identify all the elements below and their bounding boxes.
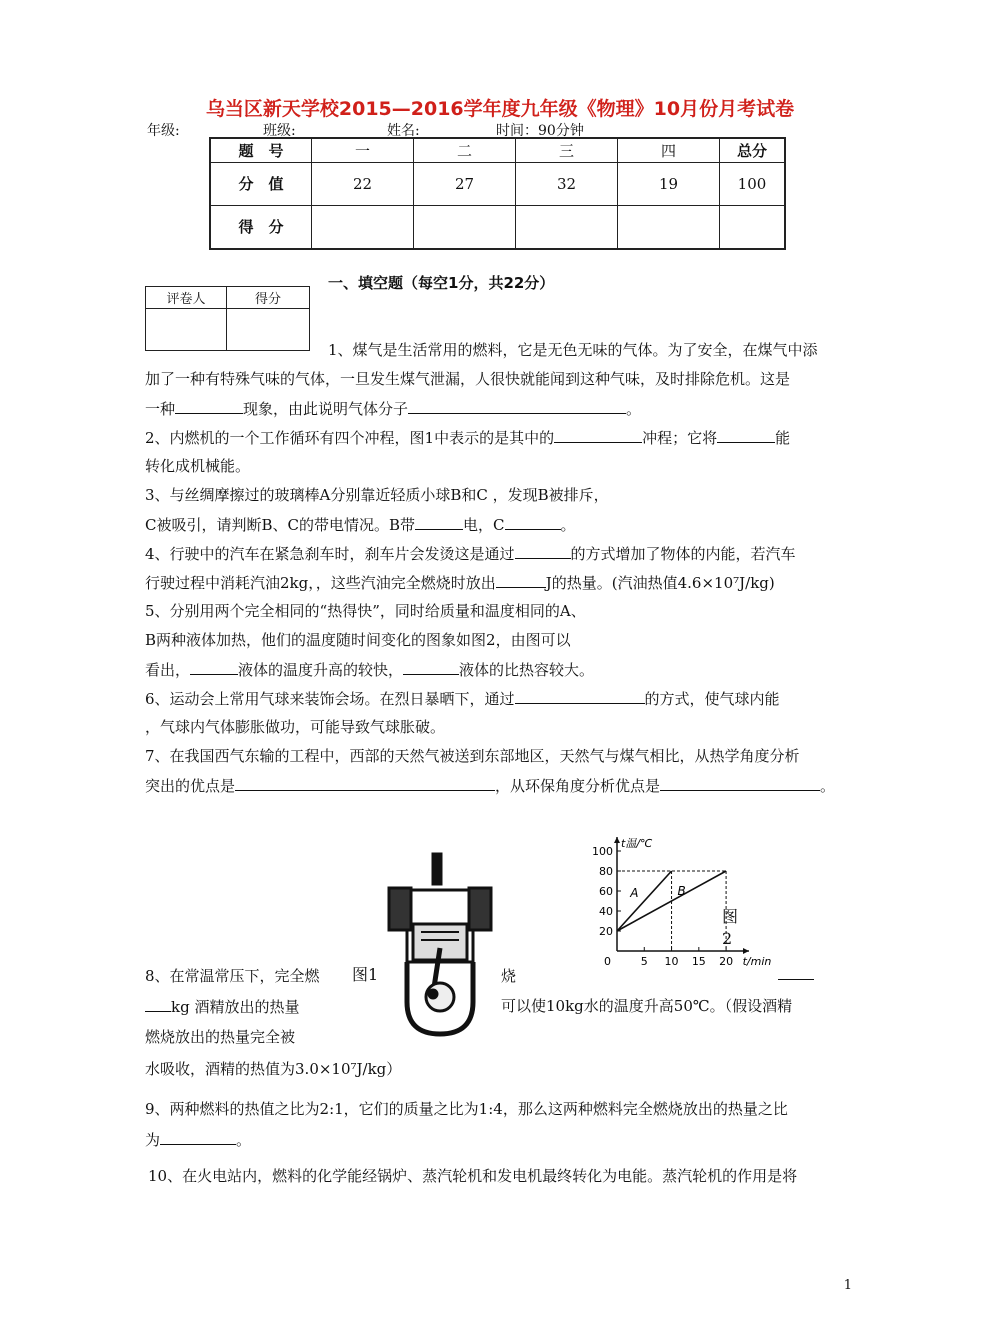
value-cell: 22 xyxy=(312,162,414,205)
answer-blank[interactable] xyxy=(235,775,495,791)
x-tick-label: 10 xyxy=(664,955,679,968)
header-cell: 二 xyxy=(414,138,516,162)
name-label: 姓名: xyxy=(387,123,420,139)
score-table-header-row xyxy=(210,138,785,162)
q8-line-d: 水吸收，酒精的热值为3.0×10⁷J/kg） xyxy=(145,1060,402,1078)
q6-line-a xyxy=(145,688,780,709)
answer-blank[interactable] xyxy=(778,964,814,980)
q6-text: 的方式，使气球内能 xyxy=(644,690,780,708)
q8-line-b xyxy=(145,996,299,1017)
y-axis-label: t温/℃ xyxy=(621,837,653,850)
value-row-label: 分 值 xyxy=(210,162,312,205)
header-cell: 四 xyxy=(618,138,720,162)
score-row xyxy=(210,205,785,249)
q8-line-b2: 可以使10kg水的温度升高50℃。（假设酒精 xyxy=(501,997,793,1015)
q3-text: C被吸引，请判断B、C的带电情况。B带 xyxy=(145,516,416,534)
q5-line-c xyxy=(145,659,594,680)
x-tick-label: 5 xyxy=(640,955,648,968)
answer-blank[interactable] xyxy=(408,398,626,414)
header-cell: 三 xyxy=(516,138,618,162)
fig2-label: 图2 xyxy=(722,907,739,948)
q8-line-a: 8、在常温常压下，完全燃 xyxy=(145,967,320,985)
answer-blank[interactable] xyxy=(717,427,775,443)
answer-blank[interactable] xyxy=(415,514,463,530)
q6-text: 6、运动会上常用气球来装饰会场。在烈日暴晒下，通过 xyxy=(145,690,515,708)
q1-text: 现象，由此说明气体分子 xyxy=(243,400,409,418)
x-tick-label: 15 xyxy=(691,955,706,968)
score-cell[interactable] xyxy=(618,205,720,249)
spark-plug xyxy=(433,854,441,884)
q4-text: 行驶过程中消耗汽油2kg，，这些汽油完全燃烧时放出 xyxy=(145,574,496,592)
q3-line-a: 3、与丝绸摩擦过的玻璃棒A分别靠近轻质小球B和C ，发现B被排斥， xyxy=(145,486,609,504)
answer-blank[interactable] xyxy=(505,514,561,530)
q7-text: ，从环保角度分析优点是 xyxy=(495,777,661,795)
q3-text: 电，C xyxy=(463,516,505,534)
q9-line-b xyxy=(145,1129,251,1150)
page-number: 1 xyxy=(843,1278,852,1293)
left-valve-housing xyxy=(389,888,411,930)
score-cell[interactable] xyxy=(720,205,786,249)
q5-line-a: 5、分别用两个完全相同的“热得快”，同时给质量和温度相同的A、 xyxy=(145,602,586,620)
score-table xyxy=(209,137,786,250)
value-cell: 27 xyxy=(414,162,516,205)
value-cell: 19 xyxy=(618,162,720,205)
q2-line-b: 转化成机械能。 xyxy=(145,457,251,475)
q1-text: 一种 xyxy=(145,400,176,418)
score-cell[interactable] xyxy=(312,205,414,249)
time-label: 时间：90分钟 xyxy=(496,123,584,139)
q3-line-b xyxy=(145,514,576,535)
q2-text: 能 xyxy=(775,429,791,447)
score-cell[interactable] xyxy=(516,205,618,249)
q1-text: 。 xyxy=(626,400,642,418)
q8-text: kg 酒精放出的热量 xyxy=(171,998,300,1016)
grade-label: 年级: xyxy=(147,123,180,139)
value-cell: 32 xyxy=(516,162,618,205)
series-label: A xyxy=(630,886,639,900)
answer-blank[interactable] xyxy=(145,996,171,1012)
value-cell: 100 xyxy=(720,162,786,205)
q7-line-a: 7、在我国西气东输的工程中，西部的天然气被送到东部地区，天然气与煤气相比，从热学角度分析 xyxy=(145,747,800,765)
right-valve-housing xyxy=(469,888,491,930)
q4-text: 的方式增加了物体的内能，若汽车 xyxy=(570,545,796,563)
q7-text: 突出的优点是 xyxy=(145,777,236,795)
q5-line-b: B两种液体加热，他们的温度随时间变化的图象如图2，由图可以 xyxy=(145,631,571,649)
value-row xyxy=(210,162,785,205)
y-axis-arrow xyxy=(614,837,620,843)
q4-text: J的热量。(汽油热值4.6×10⁷J/kg) xyxy=(545,574,775,592)
series-label: B xyxy=(677,884,686,898)
grader-cell[interactable] xyxy=(146,309,227,351)
q9-text: 。 xyxy=(236,1131,252,1149)
y-tick-label: 60 xyxy=(599,885,613,898)
q5-text: 液体的比热容较大。 xyxy=(459,661,595,679)
answer-blank[interactable] xyxy=(660,775,820,791)
q7-line-b xyxy=(145,775,835,796)
exam-title: 乌当区新天学校2015—2016学年度九年级《物理》10月份月考试卷 xyxy=(205,98,795,120)
q5-text: 液体的温度升高的较快， xyxy=(238,661,404,679)
q4-line-b xyxy=(145,572,775,593)
y-tick-label: 20 xyxy=(599,925,613,938)
y-tick-label: 100 xyxy=(592,845,613,858)
answer-blank[interactable] xyxy=(190,659,238,675)
q10-line-a: 10、在火电站内，燃料的化学能经锅炉、蒸汽轮机和发电机最终转化为电能。蒸汽轮机的作用是将 xyxy=(148,1167,798,1185)
answer-blank[interactable] xyxy=(515,543,571,559)
q7-text: 。 xyxy=(820,777,836,795)
score-cell[interactable] xyxy=(414,205,516,249)
section-title: 一、填空题（每空1分，共22分） xyxy=(328,274,555,292)
answer-blank[interactable] xyxy=(403,659,459,675)
answer-blank[interactable] xyxy=(515,688,645,704)
series-line-A xyxy=(617,871,672,931)
q6-line-b: ，气球内气体膨胀做功，可能导致气球胀破。 xyxy=(145,718,446,736)
answer-blank[interactable] xyxy=(554,427,642,443)
q1-line-a: 1、煤气是生活常用的燃料，它是无色无味的气体。为了安全，在煤气中添 xyxy=(328,341,818,359)
x-axis-arrow xyxy=(743,948,749,954)
score-row-label: 得 分 xyxy=(210,205,312,249)
header-cell: 总分 xyxy=(720,138,786,162)
class-label: 班级: xyxy=(263,123,296,139)
score-header: 得分 xyxy=(227,287,310,309)
y-tick-label: 80 xyxy=(599,865,613,878)
q3-text: 。 xyxy=(560,516,576,534)
q2-line-a xyxy=(145,427,790,448)
answer-blank[interactable] xyxy=(175,398,243,414)
engine-diagram xyxy=(385,852,495,1037)
q8-line-c: 燃烧放出的热量完全被 xyxy=(145,1028,296,1046)
y-tick-label: 40 xyxy=(599,905,613,918)
q1-line-b: 加了一种有特殊气味的气体，一旦发生煤气泄漏，人很快就能闻到这种气味，及时排除危机。这是 xyxy=(145,370,791,388)
answer-blank[interactable] xyxy=(160,1129,236,1145)
q9-text: 为 xyxy=(145,1131,161,1149)
q1-line-c xyxy=(145,398,641,419)
engine-cylinder-icon xyxy=(389,854,491,1034)
answer-blank[interactable] xyxy=(496,572,546,588)
header-cell: 题 号 xyxy=(210,138,312,162)
q2-text: 2、内燃机的一个工作循环有四个冲程，图1中表示的是其中的 xyxy=(145,429,555,447)
q8-line-a2: 烧 xyxy=(501,967,517,985)
grader-score-cell[interactable] xyxy=(227,309,310,351)
q4-text: 4、行驶中的汽车在紧急刹车时，刹车片会发烫这是通过 xyxy=(145,545,515,563)
q4-line-a xyxy=(145,543,796,564)
origin-label: 0 xyxy=(604,955,611,968)
q2-text: 冲程；它将 xyxy=(642,429,718,447)
grader-header: 评卷人 xyxy=(146,287,227,309)
grader-table xyxy=(145,286,310,351)
x-tick-label: 20 xyxy=(719,955,734,968)
header-cell: 一 xyxy=(312,138,414,162)
x-axis-label: t/min xyxy=(742,955,772,968)
q5-text: 看出， xyxy=(145,661,191,679)
q9-line-a: 9、两种燃料的热值之比为2:1，它们的质量之比为1:4，那么这两种燃料完全燃烧放出的热量之比 xyxy=(145,1100,788,1118)
fig1-label: 图1 xyxy=(352,965,379,984)
